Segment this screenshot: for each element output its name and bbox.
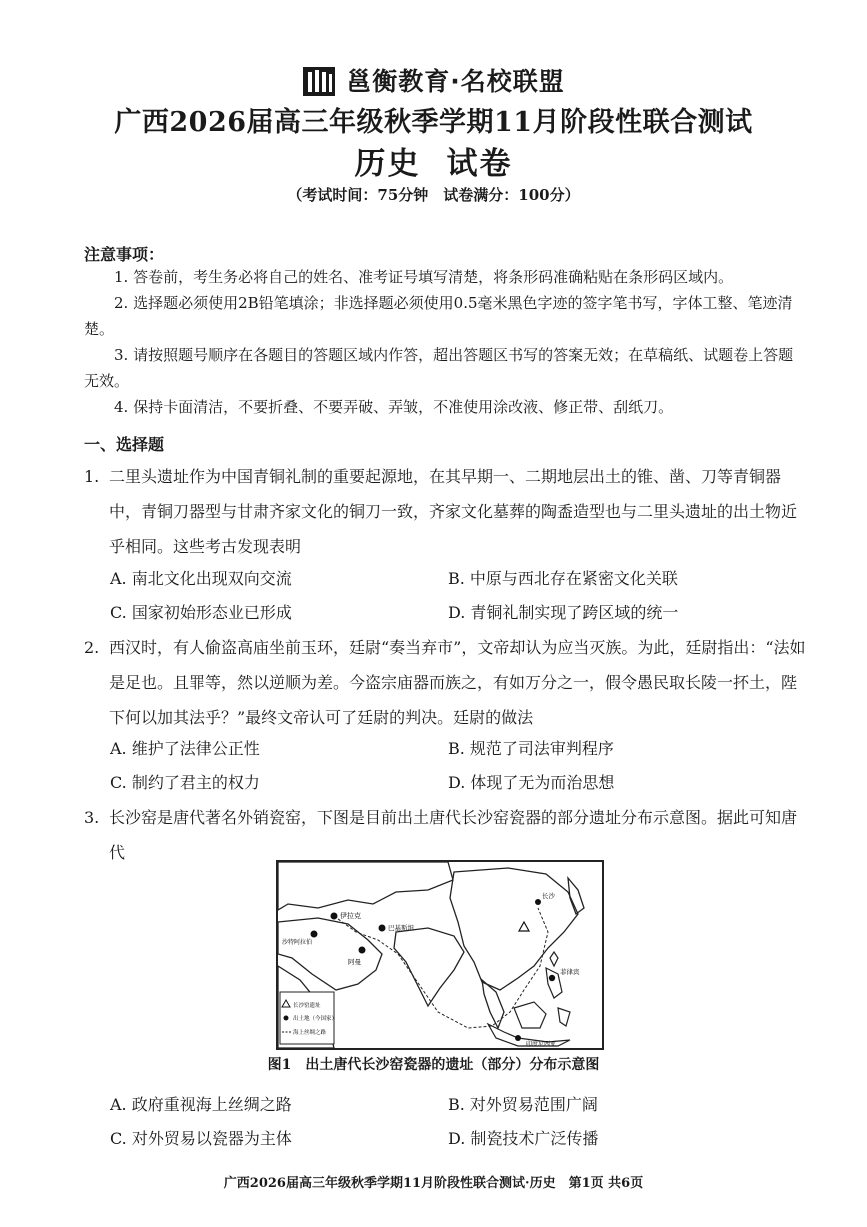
site-dot-iraq bbox=[331, 913, 338, 920]
map-label-philippines: 菲律宾 bbox=[560, 968, 580, 976]
europe-land bbox=[278, 862, 453, 910]
option-b[interactable]: B. 规范了司法审判程序 bbox=[448, 739, 614, 758]
map-label-saudi: 沙特阿拉伯 bbox=[282, 939, 313, 946]
option-b[interactable]: B. 中原与西北存在紧密文化关联 bbox=[448, 569, 678, 588]
question-stem: 长沙窑是唐代著名外销瓷窑，下图是目前出土唐代长沙窑瓷器的部分遗址分布示意图。据此可知唐代 bbox=[109, 808, 798, 862]
option-d[interactable]: D. 青铜礼制实现了跨区域的统一 bbox=[448, 603, 679, 622]
notice-item: 1. 答卷前，考生务必将自己的姓名、准考证号填写清楚，将条形码准确粘贴在条形码区域内。 bbox=[114, 268, 734, 286]
notice-item: 4. 保持卡面清洁，不要折叠、不要弄破、弄皱，不准使用涂改液、修正带、刮纸刀。 bbox=[114, 398, 674, 416]
maritime-route-line bbox=[334, 908, 548, 1028]
exam-info: （考试时间：75分钟 试卷满分：100分） bbox=[287, 186, 580, 204]
option-a[interactable]: A. 政府重视海上丝绸之路 bbox=[110, 1095, 292, 1114]
section-heading: 一、选择题 bbox=[84, 435, 165, 454]
question-1 bbox=[84, 459, 806, 564]
header-brand-row bbox=[0, 62, 867, 98]
option-c[interactable]: C. 制约了君主的权力 bbox=[110, 773, 260, 792]
distribution-map bbox=[276, 860, 604, 1050]
site-dot-indonesia bbox=[515, 1035, 521, 1041]
page-footer: 广西2026届高三年级秋季学期11月阶段性联合测试·历史 第1页 共6页 bbox=[223, 1176, 644, 1191]
legend-site-label: 出土地（今国家） bbox=[293, 1016, 338, 1022]
arabia-land bbox=[278, 918, 382, 990]
question-stem: 二里头遗址作为中国青铜礼制的重要起源地，在其早期一、二期地层出土的锥、凿、刀等青铜器中，青铜刀器型与甘肃齐家文化的铜刀一致，齐家文化墓葬的陶盉造型也与二里头遗址的出土物近乎相同。这些考古发现表明 bbox=[109, 467, 798, 556]
question-stem: 西汉时，有人偷盗高庙坐前玉环，廷尉“奏当弃市”，文帝却认为应当灭族。为此，廷尉指出：“法如是足也。且罪等，然以逆顺为差。今盗宗庙器而族之，有如万分之一，假令愚民取长陵一抔土，陛下何以加其法乎？”最终文帝认可了廷尉的判决。廷尉的做法 bbox=[109, 638, 806, 727]
subject-title bbox=[0, 138, 867, 183]
notice-item: 3. 请按照题号顺序在各题目的答题区域内作答，超出答题区书写的答案无效；在草稿纸、试题卷上答题无效。 bbox=[84, 346, 794, 390]
map-label-iraq: 伊拉克 bbox=[340, 912, 361, 920]
option-d[interactable]: D. 制瓷技术广泛传播 bbox=[448, 1129, 599, 1148]
subject-name: 历史 bbox=[354, 146, 421, 182]
site-dot-changsha bbox=[535, 899, 541, 905]
legend-dot-icon bbox=[284, 1016, 289, 1021]
question-2 bbox=[84, 630, 806, 735]
taiwan-land bbox=[550, 952, 558, 966]
question-number: 3. bbox=[84, 808, 100, 827]
site-dot-oman bbox=[359, 947, 366, 954]
east-asia-land bbox=[450, 868, 578, 990]
site-dot-philippines bbox=[549, 975, 555, 981]
borneo-land bbox=[514, 1002, 546, 1028]
option-d[interactable]: D. 体现了无为而治思想 bbox=[448, 773, 615, 792]
notice-heading: 注意事项： bbox=[84, 245, 165, 264]
option-c[interactable]: C. 对外贸易以瓷器为主体 bbox=[110, 1129, 292, 1148]
site-dot-pakistan bbox=[379, 925, 386, 932]
map-label-oman: 阿曼 bbox=[348, 958, 361, 966]
option-b[interactable]: B. 对外贸易范围广阔 bbox=[448, 1095, 598, 1114]
figure-caption: 图1 出土唐代长沙窑瓷器的遗址（部分）分布示意图 bbox=[267, 1057, 600, 1073]
brand-name: 邕衡教育·名校联盟 bbox=[346, 67, 565, 96]
map-label-indonesia: 印度尼西亚 bbox=[526, 1041, 557, 1048]
map-label-pakistan: 巴基斯坦 bbox=[388, 924, 414, 932]
paper-label: 试卷 bbox=[446, 146, 513, 182]
question-number: 2. bbox=[84, 638, 100, 657]
legend-route-label: 海上丝绸之路 bbox=[293, 1030, 327, 1036]
kiln-site-triangle bbox=[519, 922, 529, 931]
map-label-changsha: 长沙 bbox=[542, 892, 555, 900]
exam-title: 广西2026届高三年级秋季学期11月阶段性联合测试 bbox=[114, 107, 753, 138]
map-figure bbox=[278, 862, 602, 1048]
sulawesi-land bbox=[558, 1008, 570, 1026]
india-land bbox=[394, 928, 464, 1006]
option-a[interactable]: A. 维护了法律公正性 bbox=[110, 739, 260, 758]
notice-list bbox=[84, 264, 804, 420]
school-logo-icon bbox=[302, 63, 336, 97]
legend-kiln-label: 长沙窑遗址 bbox=[293, 1003, 321, 1009]
site-dot-saudi bbox=[311, 931, 318, 938]
question-number: 1. bbox=[84, 467, 100, 486]
option-a[interactable]: A. 南北文化出现双向交流 bbox=[110, 569, 292, 588]
notice-item: 2. 选择题必须使用2B铅笔填涂；非选择题必须使用0.5毫米黑色字迹的签字笔书写，字体工整、笔迹清楚。 bbox=[84, 294, 793, 338]
option-c[interactable]: C. 国家初始形态业已形成 bbox=[110, 603, 292, 622]
